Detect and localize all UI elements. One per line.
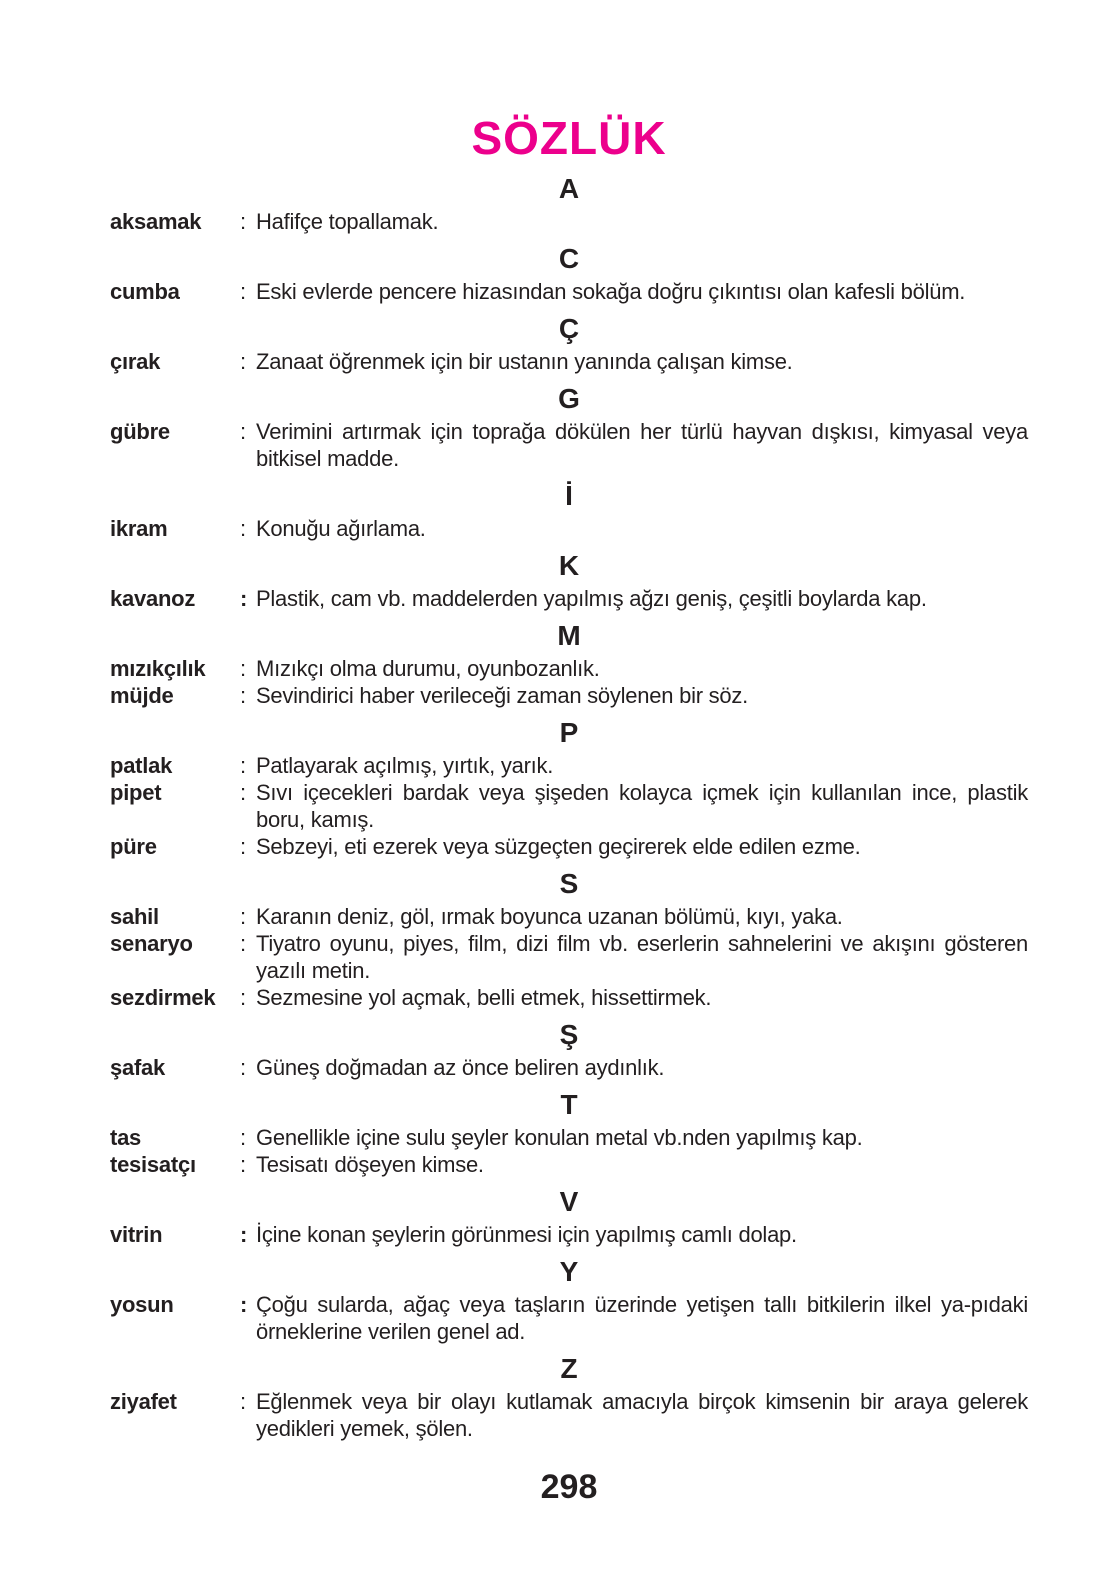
dictionary-entry bbox=[110, 655, 1028, 682]
entry-definition: Eski evlerde pencere hizasından sokağa doğru çıkıntısı olan kafesli bölüm. bbox=[256, 279, 966, 304]
entry-colon: : bbox=[240, 656, 246, 681]
entry-definition: Güneş doğmadan az önce beliren aydınlık. bbox=[256, 1055, 665, 1080]
entry-definition: Sevindirici haber verileceği zaman söylenen bir söz. bbox=[256, 683, 749, 708]
section-letter: Ç bbox=[558, 313, 580, 344]
entry-definition: Mızıkçı olma durumu, oyunbozanlık. bbox=[256, 656, 600, 681]
section-letter: A bbox=[558, 173, 580, 204]
entry-term: sezdirmek bbox=[110, 985, 216, 1010]
dictionary-entry bbox=[110, 903, 1028, 930]
section-m bbox=[110, 621, 1028, 709]
dictionary-entry bbox=[110, 930, 1028, 984]
section-z bbox=[110, 1354, 1028, 1442]
entry-definition: Sebzeyi, eti ezerek veya süzgeçten geçirerek elde edilen ezme. bbox=[256, 834, 861, 859]
section-letter: Z bbox=[560, 1353, 578, 1384]
dictionary-entry bbox=[110, 1221, 1028, 1248]
section-g bbox=[110, 384, 1028, 472]
section-k bbox=[110, 551, 1028, 612]
section-y bbox=[110, 1257, 1028, 1345]
entry-term: vitrin bbox=[110, 1222, 163, 1247]
page-number: 298 bbox=[540, 1468, 598, 1506]
entry-definition: Tesisatı döşeyen kimse. bbox=[256, 1152, 484, 1177]
entry-term: yosun bbox=[110, 1292, 174, 1317]
section-letter: İ bbox=[565, 480, 573, 511]
entry-definition: İçine konan şeylerin görünmesi için yapılmış camlı dolap. bbox=[256, 1222, 797, 1247]
entry-colon: : bbox=[240, 1152, 246, 1177]
entry-term: tas bbox=[110, 1125, 142, 1150]
entry-definition: Sezmesine yol açmak, belli etmek, hissettirmek. bbox=[256, 985, 712, 1010]
entry-colon: : bbox=[240, 780, 246, 805]
section-letter: V bbox=[559, 1186, 579, 1217]
dictionary-entry bbox=[110, 348, 1028, 375]
entry-colon: : bbox=[240, 1222, 248, 1247]
dictionary-entry bbox=[110, 515, 1028, 542]
entry-definition: Genellikle içine sulu şeyler konulan metal vb.nden yapılmış kap. bbox=[256, 1125, 863, 1150]
section-letter: P bbox=[559, 717, 579, 748]
dictionary-entry bbox=[110, 984, 1028, 1011]
entry-colon: : bbox=[240, 279, 246, 304]
entry-term: şafak bbox=[110, 1055, 166, 1080]
entry-colon: : bbox=[240, 753, 246, 778]
entry-definition: Çoğu sularda, ağaç veya taşların üzerinde yetişen tallı bitkilerin ilkel ya-pıdaki örneklerine verilen genel ad. bbox=[256, 1292, 1028, 1344]
section-p bbox=[110, 718, 1028, 860]
dictionary-entry bbox=[110, 1291, 1028, 1345]
section-letter: Ş bbox=[559, 1019, 579, 1050]
dictionary-entry bbox=[110, 779, 1028, 833]
entry-colon: : bbox=[240, 516, 246, 541]
entry-term: ziyafet bbox=[110, 1389, 177, 1414]
section-letter: G bbox=[558, 383, 580, 414]
entry-definition: Karanın deniz, göl, ırmak boyunca uzanan bölümü, kıyı, yaka. bbox=[256, 904, 843, 929]
entry-colon: : bbox=[240, 683, 246, 708]
dictionary-sections bbox=[110, 174, 1028, 1442]
dictionary-entry bbox=[110, 1054, 1028, 1081]
page-title: SÖZLÜK bbox=[471, 112, 667, 164]
section-letter: K bbox=[558, 550, 580, 581]
entry-term: senaryo bbox=[110, 931, 193, 956]
entry-definition: Verimini artırmak için toprağa dökülen her türlü hayvan dışkısı, kimyasal veya bitkisel madde. bbox=[256, 419, 1028, 471]
dictionary-entry bbox=[110, 682, 1028, 709]
entry-definition: Tiyatro oyunu, piyes, film, dizi film vb. eserlerin sahnelerini ve akışını gösteren yazılı metin. bbox=[256, 931, 1028, 983]
section-i̇ bbox=[110, 481, 1028, 542]
section-ş bbox=[110, 1020, 1028, 1081]
dictionary-entry bbox=[110, 833, 1028, 860]
section-letter: Y bbox=[559, 1256, 579, 1287]
entry-term: kavanoz bbox=[110, 586, 196, 611]
entry-colon: : bbox=[240, 1125, 246, 1150]
entry-colon: : bbox=[240, 1055, 246, 1080]
entry-colon: : bbox=[240, 834, 246, 859]
entry-definition: Konuğu ağırlama. bbox=[256, 516, 426, 541]
entry-definition: Plastik, cam vb. maddelerden yapılmış ağzı geniş, çeşitli boylarda kap. bbox=[256, 586, 927, 611]
entry-term: sahil bbox=[110, 904, 159, 929]
dictionary-entry bbox=[110, 1388, 1028, 1442]
entry-term: ikram bbox=[110, 516, 168, 541]
dictionary-entry bbox=[110, 418, 1028, 472]
entry-term: patlak bbox=[110, 753, 173, 778]
dictionary-entry bbox=[110, 1124, 1028, 1151]
section-letter: S bbox=[559, 868, 579, 899]
entry-colon: : bbox=[240, 586, 248, 611]
section-letter: T bbox=[560, 1089, 578, 1120]
entry-colon: : bbox=[240, 931, 246, 956]
section-letter: C bbox=[558, 243, 580, 274]
entry-definition: Eğlenmek veya bir olayı kutlamak amacıyla birçok kimsenin bir araya gelerek yedikleri yemek, şölen. bbox=[256, 1389, 1028, 1441]
entry-term: aksamak bbox=[110, 209, 202, 234]
entry-term: müjde bbox=[110, 683, 174, 708]
entry-definition: Hafifçe topallamak. bbox=[256, 209, 439, 234]
dictionary-entry bbox=[110, 278, 1028, 305]
section-ç bbox=[110, 314, 1028, 375]
section-a bbox=[110, 174, 1028, 235]
entry-term: çırak bbox=[110, 349, 161, 374]
section-v bbox=[110, 1187, 1028, 1248]
dictionary-entry bbox=[110, 585, 1028, 612]
dictionary-entry bbox=[110, 1151, 1028, 1178]
entry-term: tesisatçı bbox=[110, 1152, 196, 1177]
entry-definition: Zanaat öğrenmek için bir ustanın yanında çalışan kimse. bbox=[256, 349, 793, 374]
entry-colon: : bbox=[240, 209, 246, 234]
entry-colon: : bbox=[240, 419, 246, 444]
entry-colon: : bbox=[240, 904, 246, 929]
entry-colon: : bbox=[240, 1292, 248, 1317]
entry-colon: : bbox=[240, 1389, 246, 1414]
section-letter: M bbox=[557, 620, 581, 651]
entry-colon: : bbox=[240, 985, 246, 1010]
dictionary-entry bbox=[110, 752, 1028, 779]
entry-term: püre bbox=[110, 834, 157, 859]
entry-term: mızıkçılık bbox=[110, 656, 206, 681]
section-t bbox=[110, 1090, 1028, 1178]
entry-definition: Sıvı içecekleri bardak veya şişeden kolayca içmek için kullanılan ince, plastik boru, kamış. bbox=[256, 780, 1028, 832]
entry-definition: Patlayarak açılmış, yırtık, yarık. bbox=[256, 753, 554, 778]
section-c bbox=[110, 244, 1028, 305]
entry-term: pipet bbox=[110, 780, 162, 805]
entry-colon: : bbox=[240, 349, 246, 374]
section-s bbox=[110, 869, 1028, 1011]
entry-term: cumba bbox=[110, 279, 180, 304]
entry-term: gübre bbox=[110, 419, 170, 444]
dictionary-entry bbox=[110, 208, 1028, 235]
